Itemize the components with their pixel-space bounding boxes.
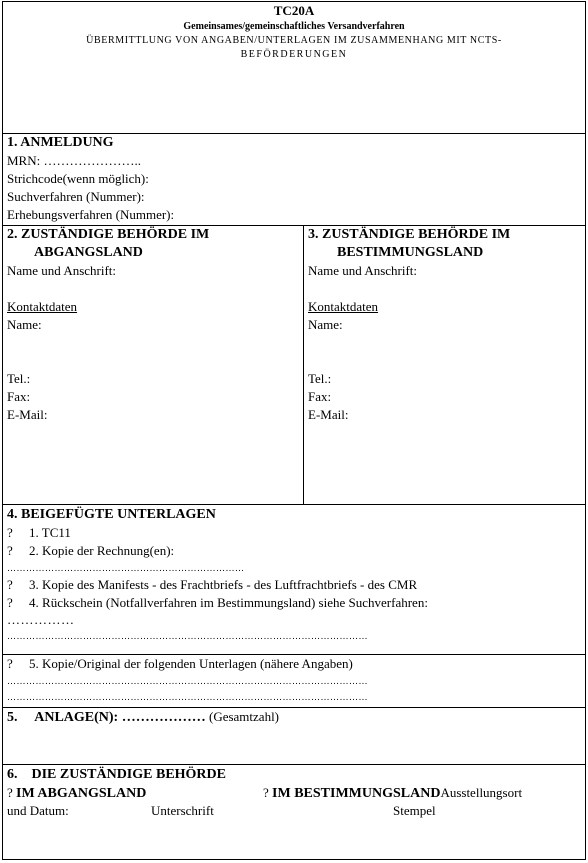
section3-name-address: Name und Anschrift:	[308, 263, 418, 278]
section-competent-authority	[3, 766, 585, 860]
invoice-dotted-line: …………………………………………………………………	[7, 563, 245, 573]
barcode-line: Strichcode(wenn möglich):	[7, 171, 149, 186]
destination-label: IM BESTIMMUNGSLAND	[272, 786, 441, 801]
section3-heading-line2: BESTIMMUNGSLAND	[337, 245, 484, 260]
section2-heading-line1: 2. ZUSTÄNDIGE BEHÖRDE IM	[7, 227, 210, 242]
stamp-label: Stempel	[393, 803, 436, 818]
section-other-documents	[3, 655, 585, 707]
date-label: und Datum:	[7, 803, 69, 818]
mrn-line: MRN: …………………..	[7, 153, 141, 168]
section-declaration	[3, 134, 585, 226]
section3-name: Name:	[308, 317, 343, 332]
divider	[3, 764, 585, 765]
other-dotted-line-2: ……………………………………………………………………………………………………	[7, 692, 368, 702]
full-dotted-line: ……………………………………………………………………………………………………	[7, 631, 368, 641]
document-item-tc11: ? 1. TC11	[7, 525, 71, 540]
section1-heading: 1. ANMELDUNG	[7, 135, 114, 150]
signature-label: Unterschrift	[151, 803, 214, 818]
section3-email: E-Mail:	[308, 407, 349, 422]
form-code: TC20A	[273, 3, 315, 18]
divider	[3, 504, 585, 505]
return-copy-dotted-line: ……………	[7, 612, 75, 627]
section2-name: Name:	[7, 317, 42, 332]
section3-tel: Tel.:	[308, 371, 332, 386]
enquiry-procedure-line: Suchverfahren (Nummer):	[7, 189, 145, 204]
section2-email: E-Mail:	[7, 407, 48, 422]
section3-contact-heading: Kontaktdaten	[308, 299, 379, 314]
section6-heading: 6. DIE ZUSTÄNDIGE BEHÖRDE	[7, 767, 226, 782]
section-departure-authority	[3, 226, 303, 504]
departure-checkbox[interactable]: ?	[7, 785, 17, 800]
form-subtitle: Gemeinsames/gemeinschaftliches Versandverfahren	[183, 21, 405, 32]
place-label: Ausstellungsort	[440, 785, 523, 800]
form-header	[3, 2, 585, 133]
section2-contact-heading: Kontaktdaten	[7, 299, 78, 314]
departure-label: IM ABGANGSLAND	[16, 786, 147, 801]
document-item-manifest: ? 3. Kopie des Manifests - des Frachtbriefs - des Luftfrachtbriefs - des CMR	[7, 577, 418, 592]
section-enclosures	[3, 708, 585, 764]
section2-name-address: Name und Anschrift:	[7, 263, 117, 278]
section2-heading-line2: ABGANGSLAND	[34, 245, 143, 260]
section3-heading-line1: 3. ZUSTÄNDIGE BEHÖRDE IM	[308, 227, 511, 242]
section2-fax: Fax:	[7, 389, 31, 404]
section5-heading: 5. ANLAGE(N): ………………	[7, 710, 206, 725]
document-item-return-copy: ? 4. Rückschein (Notfallverfahren im Bestimmungsland) siehe Suchverfahren:	[7, 595, 428, 610]
document-item-other: ? 5. Kopie/Original der folgenden Unterlagen (nähere Angaben)	[7, 656, 353, 671]
recovery-procedure-line: Erhebungsverfahren (Nummer):	[7, 207, 175, 222]
section2-tel: Tel.:	[7, 371, 31, 386]
tc20a-form	[2, 1, 586, 860]
section-destination-authority	[304, 226, 586, 504]
destination-checkbox[interactable]: ?	[263, 785, 273, 800]
section4-heading: 4. BEIGEFÜGTE UNTERLAGEN	[7, 507, 216, 522]
other-dotted-line-1: ……………………………………………………………………………………………………	[7, 676, 368, 686]
form-title-line2: BEFÖRDERUNGEN	[240, 49, 348, 60]
section5-total-label: (Gesamtzahl)	[205, 709, 280, 724]
document-item-invoice: ? 2. Kopie der Rechnung(en):	[7, 543, 175, 558]
form-title-line1: ÜBERMITTLUNG VON ANGABEN/UNTERLAGEN IM ZUSAMMENHANG MIT NCTS-	[86, 35, 502, 46]
section3-fax: Fax:	[308, 389, 332, 404]
